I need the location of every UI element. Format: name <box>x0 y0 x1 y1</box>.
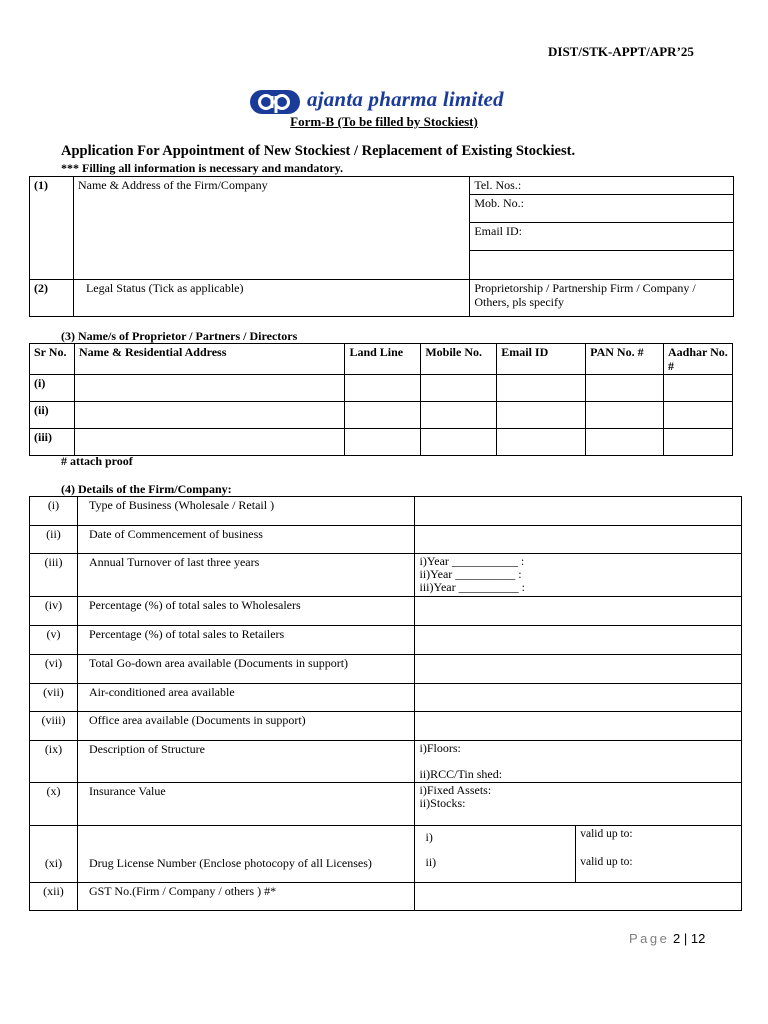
aadhar-cell[interactable] <box>664 375 733 402</box>
table-row <box>30 526 742 554</box>
field-label: Percentage (%) of total sales to Wholesalers <box>77 597 415 626</box>
field-value-input[interactable] <box>415 684 742 712</box>
row-number: (ii) <box>30 526 78 554</box>
mobile-cell[interactable] <box>421 429 497 456</box>
table-row <box>30 554 742 597</box>
field-label: Date of Commencement of business <box>77 526 415 554</box>
table-row <box>30 429 733 456</box>
pan-cell[interactable] <box>586 429 664 456</box>
license-ii-field[interactable] <box>415 854 576 883</box>
table-row <box>30 826 742 854</box>
logo-text: ajanta pharma limited <box>307 87 504 111</box>
header-name-address: Name & Residential Address <box>74 344 344 375</box>
field-value-input[interactable] <box>415 526 742 554</box>
gst-label: GST No.(Firm / Company / others ) #* <box>77 883 415 911</box>
row-number: (iv) <box>30 597 78 626</box>
ajanta-logo-icon <box>249 89 301 115</box>
name-address-cell[interactable] <box>74 429 344 456</box>
valid-up-to-2-label: valid up to: <box>580 855 633 868</box>
row-number: (xii) <box>30 883 78 911</box>
table-row <box>30 626 742 655</box>
field-value-input[interactable] <box>415 655 742 684</box>
header-mobile-no: Mobile No. <box>421 344 497 375</box>
page-word: Page <box>629 931 670 946</box>
form-title: Form-B (To be filled by Stockiest) <box>290 114 478 129</box>
email-cell[interactable] <box>497 429 586 456</box>
row-number: (vii) <box>30 684 78 712</box>
header-email-id: Email ID <box>497 344 586 375</box>
header-pan-no: PAN No. # <box>586 344 664 375</box>
extra-contact-field[interactable] <box>470 251 734 280</box>
table-row <box>30 783 742 826</box>
land-line-cell[interactable] <box>345 402 421 429</box>
valid-up-to-2-field[interactable] <box>576 854 742 883</box>
field-label: Total Go-down area available (Documents in support) <box>77 655 415 684</box>
email-cell[interactable] <box>497 375 586 402</box>
field-label: Air-conditioned area available <box>77 684 415 712</box>
row-number: (ii) <box>30 402 75 429</box>
header-land-line: Land Line <box>345 344 421 375</box>
email-label: Email ID: <box>474 224 522 238</box>
table-row <box>30 375 733 402</box>
field-label: Type of Business (Wholesale / Retail ) <box>77 497 415 526</box>
mobile-cell[interactable] <box>421 402 497 429</box>
table-row <box>30 655 742 684</box>
name-address-cell[interactable] <box>74 375 344 402</box>
header-sr-no: Sr No. <box>30 344 75 375</box>
field-value-input[interactable]: i)Floors: ii)RCC/Tin shed: <box>415 741 742 783</box>
page-total: 12 <box>690 931 706 946</box>
table-row <box>30 741 742 783</box>
valid-up-to-1-field[interactable] <box>576 826 742 854</box>
email-cell[interactable] <box>497 402 586 429</box>
field-value-input[interactable] <box>415 712 742 741</box>
row-number: (x) <box>30 783 78 826</box>
license-i-label: i) <box>425 830 433 844</box>
page-separator: | <box>683 931 688 946</box>
table-row <box>30 497 742 526</box>
gst-input[interactable] <box>415 883 742 911</box>
proprietors-table <box>29 343 733 456</box>
table-row <box>30 597 742 626</box>
table-row <box>30 712 742 741</box>
legal-status-text: Legal Status (Tick as applicable) <box>85 281 244 295</box>
license-i-field[interactable] <box>415 826 576 854</box>
license-ii-label: ii) <box>425 854 437 869</box>
firm-name-label: Name & Address of the Firm/Company <box>77 178 268 192</box>
field-value-input[interactable] <box>415 597 742 626</box>
tel-field[interactable] <box>470 177 734 195</box>
row-number: (vi) <box>30 655 78 684</box>
mandatory-note: *** Filling all information is necessary and mandatory. <box>61 161 344 175</box>
tel-label: Tel. Nos.: <box>474 178 522 192</box>
page-footer <box>629 931 705 946</box>
aadhar-cell[interactable] <box>664 429 733 456</box>
field-label: Insurance Value <box>77 783 415 826</box>
field-label: Annual Turnover of last three years <box>77 554 415 597</box>
name-address-cell[interactable] <box>74 402 344 429</box>
header-aadhar-no: Aadhar No. # <box>664 344 733 375</box>
row-number: (i) <box>30 497 78 526</box>
aadhar-cell[interactable] <box>664 402 733 429</box>
pan-cell[interactable] <box>586 375 664 402</box>
firm-info-table <box>29 496 742 911</box>
field-value-input[interactable] <box>415 497 742 526</box>
section3-title: (3) Name/s of Proprietor / Partners / Directors <box>61 329 298 343</box>
field-value-input[interactable]: i)Fixed Assets: ii)Stocks: <box>415 783 742 826</box>
field-value-input[interactable] <box>415 626 742 655</box>
field-label: Office area available (Documents in support) <box>77 712 415 741</box>
legal-status-options[interactable] <box>470 280 734 317</box>
valid-up-to-1-label: valid up to: <box>580 828 633 840</box>
field-label: Description of Structure <box>77 741 415 783</box>
row-number: (viii) <box>30 712 78 741</box>
table-row <box>30 684 742 712</box>
legal-status-options-text: Proprietorship / Partnership Firm / Company / Others, pls specify <box>474 281 696 309</box>
row-number: (i) <box>30 375 75 402</box>
mobile-label: Mob. No.: <box>474 196 525 210</box>
mobile-field[interactable] <box>470 195 734 223</box>
drug-license-label: Drug License Number (Enclose photocopy of all Licenses) <box>77 826 415 883</box>
table-row <box>30 883 742 911</box>
row-number: (2) <box>30 280 74 317</box>
pan-cell[interactable] <box>586 402 664 429</box>
attach-proof-note: # attach proof <box>61 454 133 468</box>
reference-code: DIST/STK-APPT/APR’25 <box>548 44 694 59</box>
row-number: (iii) <box>30 554 78 597</box>
row-number: (iii) <box>30 429 75 456</box>
land-line-cell[interactable] <box>345 429 421 456</box>
firm-name-address-field[interactable] <box>73 177 469 280</box>
row-number: (xi) <box>30 826 78 883</box>
field-label: Percentage (%) of total sales to Retailers <box>77 626 415 655</box>
row-number: (ix) <box>30 741 78 783</box>
mobile-cell[interactable] <box>421 375 497 402</box>
page-number: 2 <box>673 931 681 946</box>
field-value-input[interactable]: i)Year ___________ : ii)Year __________ : iii)Year __________ : <box>415 554 742 597</box>
company-logo <box>249 89 521 115</box>
row-number: (v) <box>30 626 78 655</box>
application-title: Application For Appointment of New Stockiest / Replacement of Existing Stockiest. <box>61 143 576 159</box>
firm-details-table <box>29 176 734 317</box>
row-number: (1) <box>30 177 74 280</box>
table-row <box>30 402 733 429</box>
section4-title: (4) Details of the Firm/Company: <box>61 482 232 496</box>
legal-status-label <box>73 280 469 317</box>
email-field[interactable] <box>470 223 734 251</box>
land-line-cell[interactable] <box>345 375 421 402</box>
